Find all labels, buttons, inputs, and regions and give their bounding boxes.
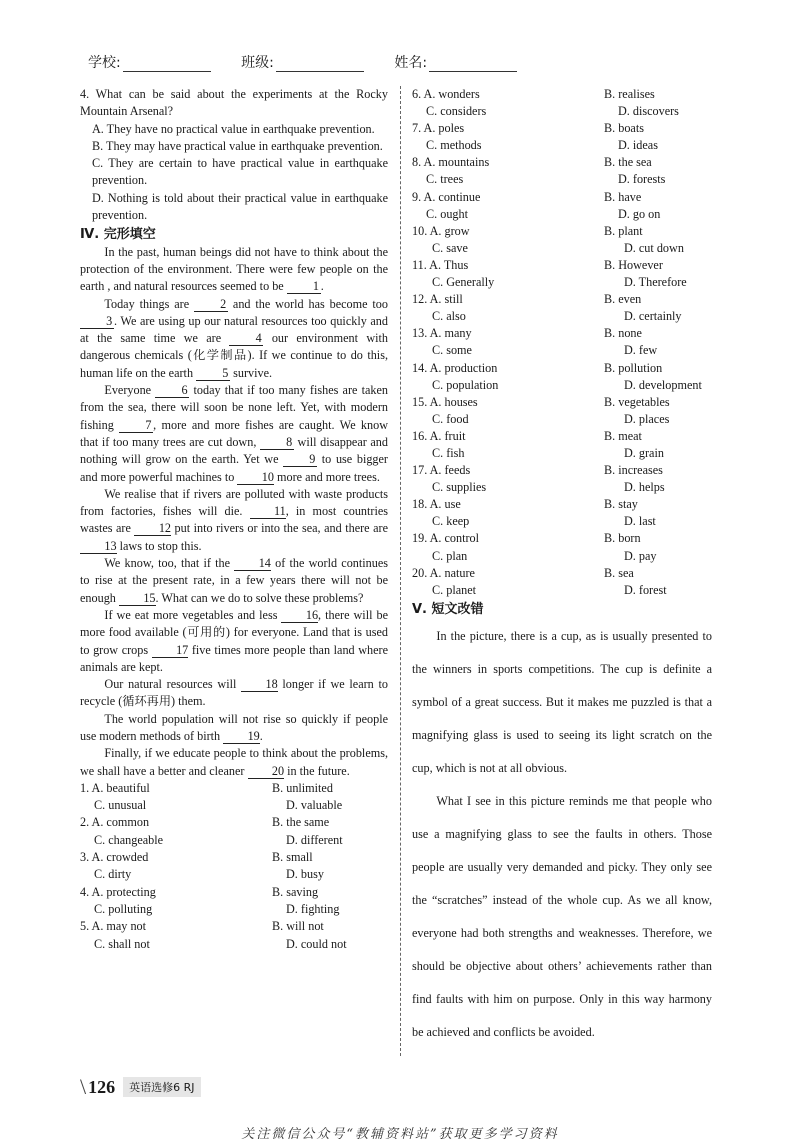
option-b[interactable]: B. increases xyxy=(604,463,663,478)
option-row xyxy=(412,189,712,206)
cloze-paragraph xyxy=(80,745,388,780)
cloze-paragraph xyxy=(80,486,388,555)
option-b[interactable]: B. vegetables xyxy=(604,394,670,409)
cloze-text: and the world has become too xyxy=(228,296,388,311)
option-c[interactable]: C. considers xyxy=(426,104,487,119)
option-a[interactable]: 19. A. control xyxy=(412,531,480,546)
option-b[interactable]: B. small xyxy=(272,850,313,865)
q4-option-b: B. They may have practical value in earthquake prevention. xyxy=(92,138,383,153)
option-a[interactable]: 16. A. fruit xyxy=(412,428,466,443)
option-row xyxy=(80,797,388,814)
option-row xyxy=(412,548,712,565)
option-d[interactable]: D. grain xyxy=(624,445,664,460)
option-a[interactable]: 3. A. crowded xyxy=(80,850,149,865)
option-row xyxy=(412,223,712,240)
cloze-blank[interactable]: 1 xyxy=(287,280,321,294)
option-c[interactable]: C. population xyxy=(432,377,499,392)
option-d[interactable]: D. few xyxy=(624,343,658,358)
option-b[interactable]: B. none xyxy=(604,326,642,341)
cloze-text: Finally, if we educate people to think about the problems, we shall have a better and cleaner xyxy=(80,746,388,778)
option-b[interactable]: B. will not xyxy=(272,919,324,934)
option-c[interactable]: C. trees xyxy=(426,172,464,187)
option-row xyxy=(412,257,712,274)
option-a[interactable]: 7. A. poles xyxy=(412,121,465,136)
option-row xyxy=(412,496,712,513)
cloze-text: . xyxy=(320,279,324,294)
option-d[interactable]: D. could not xyxy=(286,936,347,951)
option-row xyxy=(80,884,388,901)
option-b[interactable]: B. saving xyxy=(272,884,319,899)
cloze-blank[interactable]: 16 xyxy=(281,609,318,623)
option-b[interactable]: B. stay xyxy=(604,497,638,512)
cloze-text: . What can we do to solve these problems? xyxy=(155,590,364,605)
cloze-paragraph xyxy=(80,382,388,486)
option-a[interactable]: 10. A. grow xyxy=(412,223,470,238)
option-b[interactable]: B. pollution xyxy=(604,360,663,375)
option-c[interactable]: C. food xyxy=(432,411,469,426)
option-b[interactable]: B. boats xyxy=(604,121,644,136)
book-label: 英语选修6 RJ xyxy=(123,1077,200,1097)
class-field: 班级: xyxy=(241,52,364,72)
cloze-blank[interactable]: 7 xyxy=(119,419,153,433)
option-c[interactable]: C. dirty xyxy=(94,867,132,882)
option-row xyxy=(412,325,712,342)
option-b[interactable]: B. meat xyxy=(604,428,642,443)
option-d[interactable]: D. busy xyxy=(286,867,324,882)
option-row xyxy=(80,780,388,797)
option-a[interactable]: 17. A. feeds xyxy=(412,463,471,478)
option-c[interactable]: C. polluting xyxy=(94,901,153,916)
option-row xyxy=(412,206,712,223)
cloze-text: . xyxy=(259,728,263,743)
cloze-text: in the future. xyxy=(284,763,350,778)
option-row xyxy=(412,137,712,154)
option-d[interactable]: D. Therefore xyxy=(624,275,687,290)
cloze-text: We know, too, that if the xyxy=(104,556,235,571)
option-a[interactable]: 4. A. protecting xyxy=(80,884,156,899)
option-b[interactable]: B. plant xyxy=(604,223,643,238)
option-d[interactable]: D. helps xyxy=(624,480,665,495)
option-row xyxy=(412,171,712,188)
cloze-blank[interactable]: 8 xyxy=(260,436,294,450)
correction-section-title: Ⅴ. 短文改错 xyxy=(412,601,484,617)
option-row xyxy=(80,849,388,866)
option-row xyxy=(412,462,712,479)
cloze-text: The world population will not rise so quickly if people use modern methods of birth xyxy=(80,711,388,743)
reading-question-4: 4. What can be said about the experiments at the Rocky Mountain Arsenal? xyxy=(80,87,388,119)
cloze-paragraph xyxy=(80,711,388,746)
option-row xyxy=(412,86,712,103)
option-b[interactable]: B. sea xyxy=(604,565,634,580)
cloze-blank[interactable]: 9 xyxy=(283,453,317,467)
option-a[interactable]: 13. A. many xyxy=(412,326,472,341)
option-d[interactable]: D. discovers xyxy=(618,104,679,119)
option-row xyxy=(412,565,712,582)
option-c[interactable]: C. supplies xyxy=(432,480,487,495)
cloze-paragraph xyxy=(80,607,388,676)
option-row xyxy=(412,308,712,325)
option-c[interactable]: C. also xyxy=(432,309,466,324)
cloze-text: laws to stop this. xyxy=(116,538,202,553)
watermark-text: 关注微信公众号“教辅资料站”获取更多学习资料 xyxy=(241,1127,559,1142)
cloze-text: to use bigger and more powerful machines to xyxy=(80,452,388,484)
cloze-blank[interactable]: 11 xyxy=(250,505,286,519)
option-d[interactable]: D. development xyxy=(624,377,702,392)
class-blank[interactable] xyxy=(276,59,364,72)
cloze-text: survive. xyxy=(230,365,273,380)
option-b[interactable]: B. unlimited xyxy=(272,780,333,795)
cloze-text: , more and more fishes are caught. We know that if too many trees are cut down, xyxy=(80,417,388,449)
option-a[interactable]: 2. A. common xyxy=(80,815,150,830)
option-row xyxy=(412,445,712,462)
option-c[interactable]: C. plan xyxy=(432,548,468,563)
cloze-blank[interactable]: 15 xyxy=(119,592,156,606)
option-a[interactable]: 20. A. nature xyxy=(412,565,475,580)
cloze-blank[interactable]: 12 xyxy=(134,522,171,536)
option-a[interactable]: 15. A. houses xyxy=(412,394,478,409)
cloze-blank[interactable]: 3 xyxy=(80,315,114,329)
cloze-text: of the world continues to rise at the present rate, in a few years there will not be enough xyxy=(80,556,388,605)
essay-paragraph-1: In the picture, there is a cup, as is usually presented to the winners in sports competitions. The cup is definite a symbol of a great success. But it makes me puzzled is that a magnifying glass is used to seeing its light scratch on the cup, which is not at all obvious. xyxy=(412,628,712,775)
cloze-text: Our natural resources will xyxy=(104,677,242,692)
option-a[interactable]: 5. A. may not xyxy=(80,919,147,934)
right-column xyxy=(412,86,712,1049)
option-row xyxy=(80,918,388,935)
option-b[interactable]: B. born xyxy=(604,531,641,546)
cloze-text: will disappear and nothing will grow on the earth. Yet we xyxy=(80,434,388,467)
option-row xyxy=(80,832,388,849)
cloze-blank[interactable]: 6 xyxy=(155,384,189,398)
option-d[interactable]: D. different xyxy=(286,832,343,847)
option-c[interactable]: C. fish xyxy=(432,445,465,460)
option-row xyxy=(412,154,712,171)
option-row xyxy=(412,274,712,291)
cloze-paragraph xyxy=(80,244,388,296)
option-c[interactable]: C. some xyxy=(432,343,472,358)
option-row xyxy=(412,291,712,308)
cloze-paragraph xyxy=(80,676,388,711)
cloze-text: , there will be more food available (可用的) for everyone. Land that is used to grow crops xyxy=(80,607,388,657)
option-d[interactable]: D. valuable xyxy=(286,798,343,813)
cloze-blank[interactable]: 18 xyxy=(241,678,278,692)
cloze-text: five times more people than land where animals are kept. xyxy=(80,642,388,674)
cloze-blank[interactable]: 13 xyxy=(80,540,117,554)
option-row xyxy=(412,513,712,530)
option-c[interactable]: C. changeable xyxy=(94,832,164,847)
option-c[interactable]: C. unusual xyxy=(94,798,147,813)
school-field: 学校: xyxy=(88,52,211,72)
option-row xyxy=(412,582,712,599)
option-row xyxy=(80,901,388,918)
option-row xyxy=(412,479,712,496)
name-blank[interactable] xyxy=(429,59,517,72)
cloze-paragraph xyxy=(80,555,388,607)
footer-slash-decoration: \ xyxy=(80,1074,87,1099)
cloze-blank[interactable]: 2 xyxy=(194,298,228,312)
option-c[interactable]: C. methods xyxy=(426,138,482,153)
option-b[interactable]: B. the sea xyxy=(604,155,652,170)
option-d[interactable]: D. places xyxy=(624,411,670,426)
cloze-blank[interactable]: 10 xyxy=(237,471,274,485)
cloze-passage xyxy=(80,244,388,780)
school-blank[interactable] xyxy=(123,59,211,72)
option-c[interactable]: C. shall not xyxy=(94,936,150,951)
cloze-text: , in most countries wastes are xyxy=(80,504,388,536)
option-c[interactable]: C. save xyxy=(432,240,468,255)
q4-option-a: A. They have no practical value in earthquake prevention. xyxy=(92,121,375,136)
option-b[interactable]: B. However xyxy=(604,257,663,272)
cloze-blank[interactable]: 14 xyxy=(234,557,271,571)
option-row xyxy=(412,120,712,137)
option-a[interactable]: 6. A. wonders xyxy=(412,87,480,101)
option-a[interactable]: 18. A. use xyxy=(412,497,461,512)
option-row xyxy=(412,240,712,257)
q4-option-d: D. Nothing is told about their practical value in earthquake prevention. xyxy=(92,190,388,223)
cloze-text: today that if too many fishes are taken from the sea, there will soon be none left. Yet, with modern fishing xyxy=(80,383,389,432)
option-row xyxy=(412,342,712,359)
option-a[interactable]: 14. A. production xyxy=(412,360,498,375)
option-d[interactable]: D. forests xyxy=(618,172,666,187)
option-a[interactable]: 12. A. still xyxy=(412,292,463,307)
cloze-text: Today things are xyxy=(104,296,195,311)
option-c[interactable]: C. planet xyxy=(432,582,477,597)
cloze-blank[interactable]: 20 xyxy=(248,765,285,779)
cloze-options-right xyxy=(412,86,712,599)
option-row xyxy=(412,360,712,377)
option-row xyxy=(412,411,712,428)
cloze-text: . We are using up our natural resources too quickly and at the same time we are xyxy=(80,313,388,346)
name-field: 姓名: xyxy=(394,52,517,72)
option-row xyxy=(80,866,388,883)
cloze-blank[interactable]: 4 xyxy=(229,332,263,346)
student-info-header xyxy=(88,52,543,72)
correction-essay xyxy=(412,620,712,1049)
cloze-options-left xyxy=(80,780,388,953)
cloze-text: put into rivers or into the sea, and there are xyxy=(171,521,388,536)
option-b[interactable]: B. realises xyxy=(604,87,655,101)
option-d[interactable]: D. cut down xyxy=(624,240,684,255)
column-divider xyxy=(400,86,401,1056)
cloze-text: Everyone xyxy=(104,383,156,398)
option-d[interactable]: D. forest xyxy=(624,582,667,597)
cloze-text: longer if we learn to recycle (循环再用) them. xyxy=(80,677,388,709)
option-a[interactable]: 8. A. mountains xyxy=(412,155,490,170)
option-b[interactable]: B. even xyxy=(604,292,642,307)
q4-option-c: C. They are certain to have practical value in earthquake prevention. xyxy=(92,156,388,188)
essay-paragraph-2: What I see in this picture reminds me that people who use a magnifying glass to see the faults in others. Those people are usually very demanded and picky. They only see the “scratches” instead of the whole cup. As we all know, everyone had both strengths and weaknesses. Therefore, we should be objective about others’ achievements rather than find faults with him on purpose. Only in this way harmony be achieved and conflicts be avoided. xyxy=(412,793,712,1039)
option-row xyxy=(412,103,712,120)
option-a[interactable]: 1. A. beautiful xyxy=(80,780,150,795)
page-number: 126 xyxy=(88,1076,116,1097)
cloze-paragraph xyxy=(80,296,388,382)
cloze-blank[interactable]: 19 xyxy=(223,730,260,744)
cloze-text: In the past, human beings did not have to think about the protection of the environment. There were few people on the earth , and natural resources seemed to be xyxy=(80,244,388,294)
option-b[interactable]: B. the same xyxy=(272,815,330,830)
option-d[interactable]: D. fighting xyxy=(286,901,340,916)
option-c[interactable]: C. keep xyxy=(432,514,470,529)
option-d[interactable]: D. pay xyxy=(624,548,657,563)
cloze-blank[interactable]: 17 xyxy=(152,644,189,658)
cloze-text: We realise that if rivers are polluted with waste products from factories, fishes will die. xyxy=(80,486,388,519)
option-b[interactable]: B. have xyxy=(604,189,642,204)
option-row xyxy=(80,814,388,831)
option-d[interactable]: D. last xyxy=(624,514,656,529)
cloze-text: If we eat more vegetables and less xyxy=(104,607,282,622)
option-row xyxy=(412,428,712,445)
option-c[interactable]: C. Generally xyxy=(432,275,495,290)
option-d[interactable]: D. certainly xyxy=(624,309,682,324)
cloze-text: more and more trees. xyxy=(273,469,380,484)
option-row xyxy=(80,936,388,953)
option-row xyxy=(412,377,712,394)
option-d[interactable]: D. ideas xyxy=(618,138,658,153)
option-row xyxy=(412,394,712,411)
cloze-section-title: Ⅳ. 完形填空 xyxy=(80,227,156,243)
option-row xyxy=(412,530,712,547)
option-a[interactable]: 11. A. Thus xyxy=(412,257,469,272)
option-a[interactable]: 9. A. continue xyxy=(412,189,481,204)
cloze-text: our environment with dangerous chemicals (化学制品). If we continue to do this, human life on the earth xyxy=(80,331,388,380)
option-c[interactable]: C. ought xyxy=(426,206,468,221)
cloze-blank[interactable]: 5 xyxy=(196,367,230,381)
left-column xyxy=(80,86,388,953)
page-footer xyxy=(80,1074,201,1100)
option-d[interactable]: D. go on xyxy=(618,206,661,221)
